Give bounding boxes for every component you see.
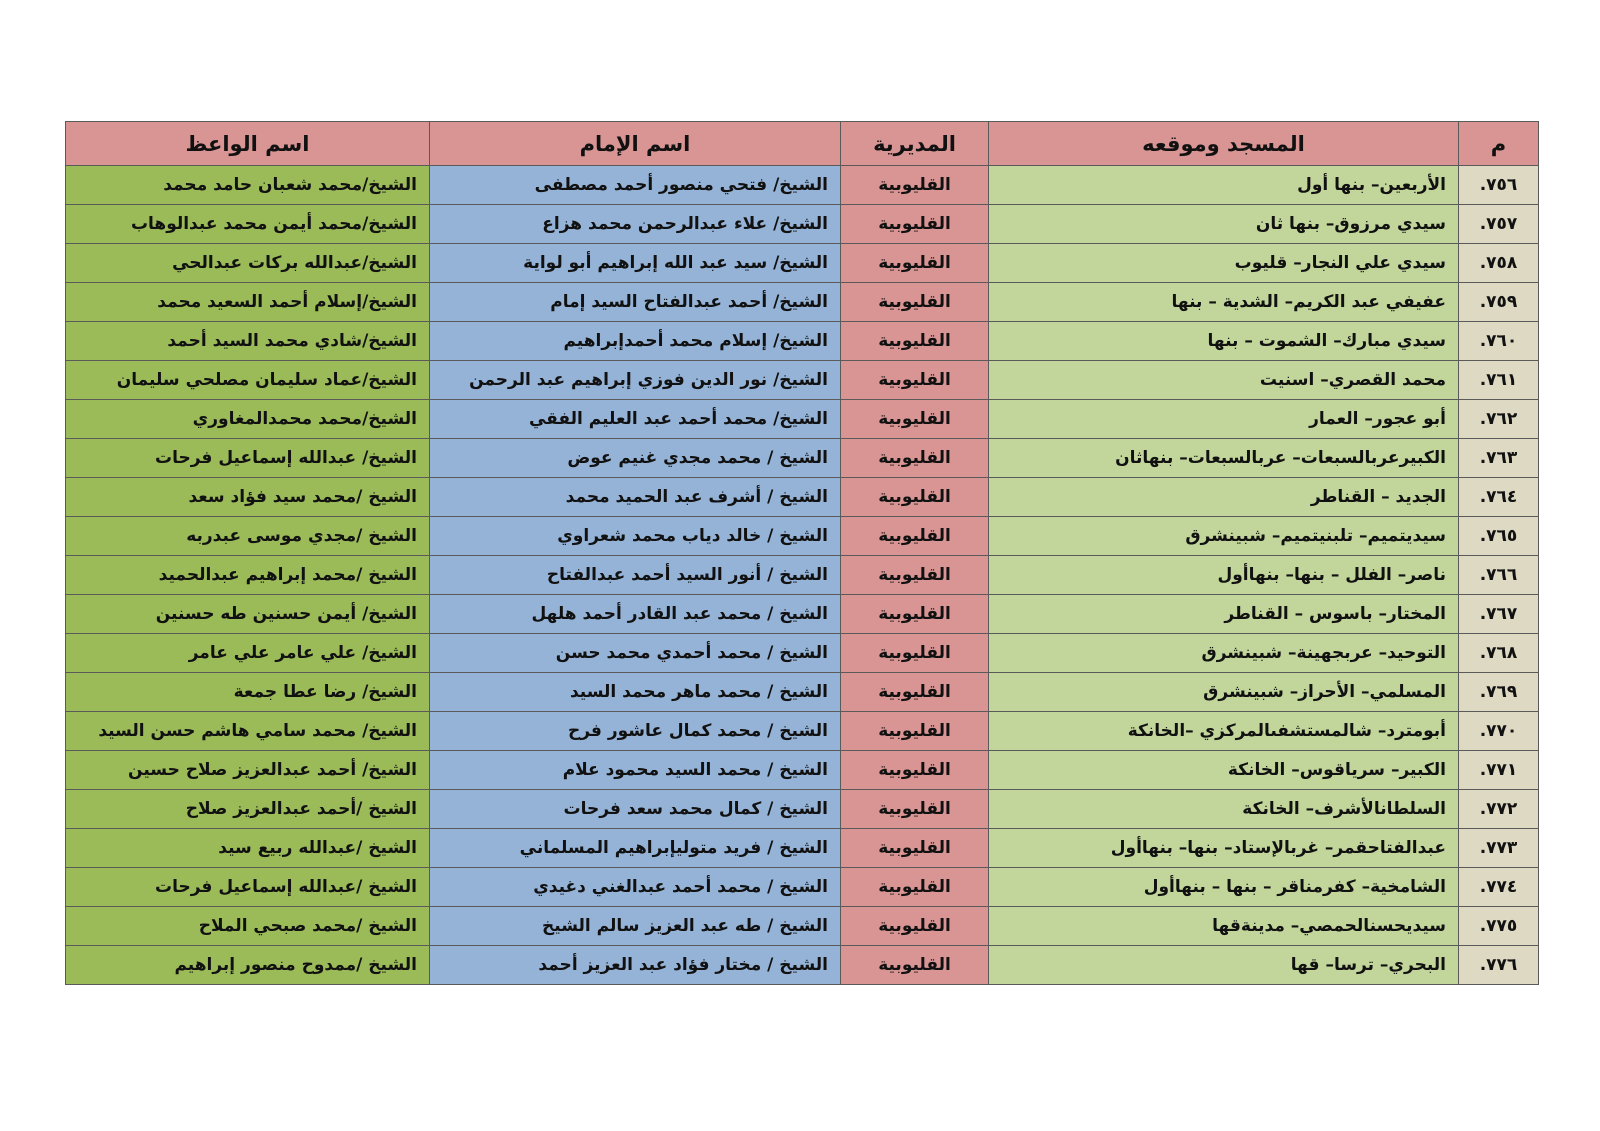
imam-cell: الشيخ / محمد مجدي غنيم عوض <box>430 439 841 478</box>
row-number: ٧٧٦. <box>1459 946 1539 985</box>
preacher-cell: الشيخ /ممدوح منصور إبراهيم <box>66 946 430 985</box>
preacher-cell: الشيخ/عبدالله بركات عبدالحي <box>66 244 430 283</box>
directorate-cell: القليوبية <box>841 478 989 517</box>
table-row <box>66 244 1539 283</box>
imam-cell: الشيخ/ فتحي منصور أحمد مصطفى <box>430 166 841 205</box>
preacher-cell: الشيخ/ أيمن حسنين طه حسنين <box>66 595 430 634</box>
directorate-cell: القليوبية <box>841 439 989 478</box>
preacher-cell: الشيخ /أحمد عبدالعزيز صلاح <box>66 790 430 829</box>
preacher-cell: الشيخ/محمد أيمن محمد عبدالوهاب <box>66 205 430 244</box>
directorate-cell: القليوبية <box>841 400 989 439</box>
directorate-cell: القليوبية <box>841 751 989 790</box>
table-row <box>66 829 1539 868</box>
directorate-cell: القليوبية <box>841 712 989 751</box>
row-number: ٧٦١. <box>1459 361 1539 400</box>
mosque-cell: أبو عجور– العمار <box>989 400 1459 439</box>
preacher-cell: الشيخ/ أحمد عبدالعزيز صلاح حسين <box>66 751 430 790</box>
directorate-cell: القليوبية <box>841 907 989 946</box>
imam-cell: الشيخ / محمد عبد القادر أحمد هلهل <box>430 595 841 634</box>
mosque-cell: عفيفي عبد الكريم– الشدية – بنها <box>989 283 1459 322</box>
directorate-cell: القليوبية <box>841 244 989 283</box>
header-number: م <box>1459 122 1539 166</box>
directorate-cell: القليوبية <box>841 517 989 556</box>
imams-table <box>65 121 1539 985</box>
row-number: ٧٦٤. <box>1459 478 1539 517</box>
row-number: ٧٧٣. <box>1459 829 1539 868</box>
preacher-cell: الشيخ/إسلام أحمد السعيد محمد <box>66 283 430 322</box>
imam-cell: الشيخ / محمد أحمدي محمد حسن <box>430 634 841 673</box>
row-number: ٧٦٧. <box>1459 595 1539 634</box>
imam-cell: الشيخ / محمد كمال عاشور فرح <box>430 712 841 751</box>
mosque-cell: سيديتميم– تلبنيتميم– شبينشرق <box>989 517 1459 556</box>
preacher-cell: الشيخ /محمد إبراهيم عبدالحميد <box>66 556 430 595</box>
header-imam: اسم الإمام <box>430 122 841 166</box>
row-number: ٧٦٠. <box>1459 322 1539 361</box>
preacher-cell: الشيخ /عبدالله إسماعيل فرحات <box>66 868 430 907</box>
mosque-cell: الكبيرعربالسبعات– عربالسبعات– بنهاثان <box>989 439 1459 478</box>
table-row <box>66 712 1539 751</box>
table-row <box>66 517 1539 556</box>
directorate-cell: القليوبية <box>841 361 989 400</box>
mosque-cell: محمد القصري– اسنيت <box>989 361 1459 400</box>
table-row <box>66 322 1539 361</box>
table-row <box>66 946 1539 985</box>
mosque-cell: المختار– باسوس – القناطر <box>989 595 1459 634</box>
row-number: ٧٦٩. <box>1459 673 1539 712</box>
imam-cell: الشيخ / كمال محمد سعد فرحات <box>430 790 841 829</box>
directorate-cell: القليوبية <box>841 322 989 361</box>
directorate-cell: القليوبية <box>841 595 989 634</box>
imam-cell: الشيخ / خالد دياب محمد شعراوي <box>430 517 841 556</box>
row-number: ٧٥٧. <box>1459 205 1539 244</box>
imam-cell: الشيخ/ علاء عبدالرحمن محمد هزاع <box>430 205 841 244</box>
mosque-cell: الشامخية– كفرمناقر – بنها – بنهاأول <box>989 868 1459 907</box>
preacher-cell: الشيخ/محمد محمدالمغاوري <box>66 400 430 439</box>
table-row <box>66 673 1539 712</box>
mosque-cell: سيدي علي النجار– قليوب <box>989 244 1459 283</box>
row-number: ٧٧٤. <box>1459 868 1539 907</box>
row-number: ٧٥٦. <box>1459 166 1539 205</box>
table-header <box>66 122 1539 166</box>
directorate-cell: القليوبية <box>841 205 989 244</box>
row-number: ٧٦٦. <box>1459 556 1539 595</box>
mosque-cell: الأربعين– بنها أول <box>989 166 1459 205</box>
imam-cell: الشيخ/ إسلام محمد أحمدإبراهيم <box>430 322 841 361</box>
preacher-cell: الشيخ/ محمد سامي هاشم حسن السيد <box>66 712 430 751</box>
header-row <box>66 122 1539 166</box>
preacher-cell: الشيخ/شادي محمد السيد أحمد <box>66 322 430 361</box>
preacher-cell: الشيخ/محمد شعبان حامد محمد <box>66 166 430 205</box>
preacher-cell: الشيخ/عماد سليمان مصلحي سليمان <box>66 361 430 400</box>
directorate-cell: القليوبية <box>841 283 989 322</box>
preacher-cell: الشيخ /محمد صبحي الملاح <box>66 907 430 946</box>
mosque-cell: الجديد – القناطر <box>989 478 1459 517</box>
row-number: ٧٦٨. <box>1459 634 1539 673</box>
imam-cell: الشيخ/ نور الدين فوزي إبراهيم عبد الرحمن <box>430 361 841 400</box>
row-number: ٧٦٥. <box>1459 517 1539 556</box>
imam-cell: الشيخ / أشرف عبد الحميد محمد <box>430 478 841 517</box>
header-mosque: المسجد وموقعه <box>989 122 1459 166</box>
imam-cell: الشيخ / فريد متوليإبراهيم المسلماني <box>430 829 841 868</box>
preacher-cell: الشيخ/ عبدالله إسماعيل فرحات <box>66 439 430 478</box>
table-row <box>66 751 1539 790</box>
mosque-cell: التوحيد– عربجهينة– شبينشرق <box>989 634 1459 673</box>
mosque-cell: السلطانالأشرف– الخانكة <box>989 790 1459 829</box>
directorate-cell: القليوبية <box>841 634 989 673</box>
preacher-cell: الشيخ /محمد سيد فؤاد سعد <box>66 478 430 517</box>
table-row <box>66 556 1539 595</box>
imam-cell: الشيخ / محمد ماهر محمد السيد <box>430 673 841 712</box>
mosque-cell: سيدي مرزوق– بنها ثان <box>989 205 1459 244</box>
preacher-cell: الشيخ /عبدالله ربيع سيد <box>66 829 430 868</box>
mosque-cell: الكبير– سرياقوس– الخانكة <box>989 751 1459 790</box>
preacher-cell: الشيخ /مجدي موسى عبدربه <box>66 517 430 556</box>
row-number: ٧٥٩. <box>1459 283 1539 322</box>
directorate-cell: القليوبية <box>841 946 989 985</box>
table-row <box>66 790 1539 829</box>
imam-cell: الشيخ/ أحمد عبدالفتاح السيد إمام <box>430 283 841 322</box>
table-row <box>66 634 1539 673</box>
row-number: ٧٧١. <box>1459 751 1539 790</box>
preacher-cell: الشيخ/ رضا عطا جمعة <box>66 673 430 712</box>
table-row <box>66 400 1539 439</box>
mosque-cell: البحري– ترسا– قها <box>989 946 1459 985</box>
imam-cell: الشيخ/ سيد عبد الله إبراهيم أبو لواية <box>430 244 841 283</box>
row-number: ٧٥٨. <box>1459 244 1539 283</box>
mosque-cell: سيدي مبارك– الشموت – بنها <box>989 322 1459 361</box>
mosque-cell: ناصر– الفلل – بنها– بنهاأول <box>989 556 1459 595</box>
imam-cell: الشيخ / مختار فؤاد عبد العزيز أحمد <box>430 946 841 985</box>
directorate-cell: القليوبية <box>841 556 989 595</box>
row-number: ٧٧٠. <box>1459 712 1539 751</box>
imam-cell: الشيخ/ محمد أحمد عبد العليم الفقي <box>430 400 841 439</box>
table-row <box>66 868 1539 907</box>
table-row <box>66 361 1539 400</box>
mosque-cell: المسلمي– الأحراز– شبينشرق <box>989 673 1459 712</box>
table-row <box>66 205 1539 244</box>
directorate-cell: القليوبية <box>841 166 989 205</box>
header-preacher: اسم الواعظ <box>66 122 430 166</box>
header-directorate: المديرية <box>841 122 989 166</box>
row-number: ٧٦٢. <box>1459 400 1539 439</box>
table-row <box>66 283 1539 322</box>
table-row <box>66 595 1539 634</box>
table-row <box>66 478 1539 517</box>
directorate-cell: القليوبية <box>841 673 989 712</box>
mosque-cell: سيديحسنالحمصي– مدينةقها <box>989 907 1459 946</box>
mosque-cell: عبدالفتاحقمر– غربالإستاد– بنها– بنهاأول <box>989 829 1459 868</box>
preacher-cell: الشيخ/ علي عامر علي عامر <box>66 634 430 673</box>
row-number: ٧٧٥. <box>1459 907 1539 946</box>
directorate-cell: القليوبية <box>841 790 989 829</box>
directorate-cell: القليوبية <box>841 868 989 907</box>
imam-cell: الشيخ / محمد السيد محمود علام <box>430 751 841 790</box>
table-row <box>66 166 1539 205</box>
imam-cell: الشيخ / محمد أحمد عبدالغني دغيدي <box>430 868 841 907</box>
imam-cell: الشيخ / طه عبد العزيز سالم الشيخ <box>430 907 841 946</box>
row-number: ٧٧٢. <box>1459 790 1539 829</box>
document-sheet <box>65 121 1538 985</box>
table-row <box>66 439 1539 478</box>
mosque-cell: أبومترد– شالمستشفىالمركزي –الخانكة <box>989 712 1459 751</box>
table-row <box>66 907 1539 946</box>
row-number: ٧٦٣. <box>1459 439 1539 478</box>
imam-cell: الشيخ / أنور السيد أحمد عبدالفتاح <box>430 556 841 595</box>
directorate-cell: القليوبية <box>841 829 989 868</box>
table-body <box>66 166 1539 985</box>
